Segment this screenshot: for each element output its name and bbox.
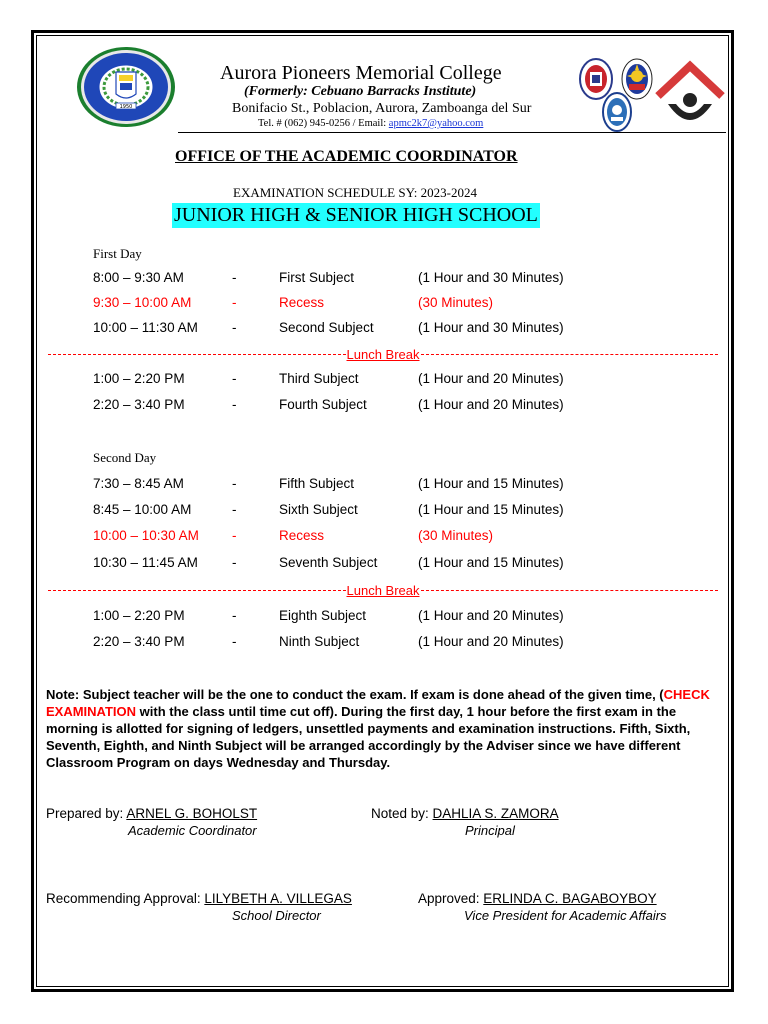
day1-row-1 xyxy=(0,270,768,288)
row-time: 9:30 – 10:00 AM xyxy=(93,295,192,310)
row-dash: - xyxy=(232,320,237,335)
note-part2: with the class until time cut off). During the first day, 1 hour before the first exam in the morning is allotted for signing of ledgers, unsettled payments and examination instructions. Fifth, Sixth, Seventh, Eighth, and Ninth Subject will be arranged accordingly by the Adviser since we have different Classroom Program on days Wednesday and Thursday. xyxy=(46,704,691,770)
row-time: 7:30 – 8:45 AM xyxy=(93,476,184,491)
row-subject: Fifth Subject xyxy=(279,476,355,491)
recommending-title: School Director xyxy=(232,908,321,923)
day1-row-2-recess xyxy=(0,295,768,313)
lunch-break-label: Lunch Break xyxy=(346,582,420,598)
row-dash: - xyxy=(232,608,237,623)
day2-row-4 xyxy=(0,555,768,573)
day1-label: First Day xyxy=(93,246,142,261)
day2-row-6 xyxy=(0,634,768,652)
note-part1: Note: Subject teacher will be the one to conduct the exam. If exam is done ahead of the given time, ( xyxy=(46,687,664,702)
prepared-by xyxy=(46,806,257,821)
seal-year: 1950 xyxy=(119,104,133,110)
day2-row-2 xyxy=(0,502,768,520)
prepared-label: Prepared by: xyxy=(46,806,127,821)
noted-title: Principal xyxy=(465,823,515,838)
row-time: 8:00 – 9:30 AM xyxy=(93,270,184,285)
row-time: 2:20 – 3:40 PM xyxy=(93,634,185,649)
prepared-title: Academic Coordinator xyxy=(128,823,257,838)
row-subject: Third Subject xyxy=(279,371,359,386)
day2-row-1 xyxy=(0,476,768,494)
recommending-name: LILYBETH A. VILLEGAS xyxy=(204,891,352,906)
college-name: Aurora Pioneers Memorial College xyxy=(220,62,502,84)
noted-label: Noted by: xyxy=(371,806,433,821)
day1-row-3 xyxy=(0,320,768,338)
exam-schedule-title: EXAMINATION SCHEDULE SY: 2023-2024 xyxy=(233,185,477,200)
college-seal-logo xyxy=(76,46,176,128)
row-duration: (30 Minutes) xyxy=(418,528,494,543)
row-time: 10:00 – 10:30 AM xyxy=(93,528,199,543)
row-subject: Recess xyxy=(279,528,325,543)
lunch-break-divider-day1 xyxy=(48,347,718,361)
note-highlight: CHECK EXAMINATION xyxy=(46,687,710,719)
row-dash: - xyxy=(232,295,237,310)
header-divider xyxy=(178,132,726,133)
row-duration: (1 Hour and 20 Minutes) xyxy=(418,634,564,649)
day2-row-3-recess xyxy=(0,528,768,546)
contact-line xyxy=(258,118,483,129)
row-duration: (30 Minutes) xyxy=(418,295,494,310)
exam-note xyxy=(46,686,722,771)
noted-by xyxy=(371,806,559,821)
school-level-title: JUNIOR HIGH & SENIOR HIGH SCHOOL xyxy=(174,204,538,226)
row-subject: Eighth Subject xyxy=(279,608,367,623)
row-dash: - xyxy=(232,555,237,570)
day2-row-5 xyxy=(0,608,768,626)
office-title: OFFICE OF THE ACADEMIC COORDINATOR xyxy=(175,148,518,165)
lunch-break-label: Lunch Break xyxy=(346,346,420,362)
row-dash: - xyxy=(232,634,237,649)
row-subject: Ninth Subject xyxy=(279,634,360,649)
row-subject: Recess xyxy=(279,295,325,310)
approved-label: Approved: xyxy=(418,891,484,906)
row-subject: First Subject xyxy=(279,270,355,285)
recommending-approval xyxy=(46,891,352,906)
row-dash: - xyxy=(232,270,237,285)
lunch-break-divider-day2 xyxy=(48,583,718,597)
approved-by xyxy=(418,891,657,906)
day1-row-4 xyxy=(0,371,768,389)
row-time: 1:00 – 2:20 PM xyxy=(93,371,185,386)
row-duration: (1 Hour and 15 Minutes) xyxy=(418,476,564,491)
row-subject: Sixth Subject xyxy=(279,502,358,517)
noted-name: DAHLIA S. ZAMORA xyxy=(432,806,559,821)
recommending-label: Recommending Approval: xyxy=(46,891,205,906)
row-subject: Fourth Subject xyxy=(279,397,367,412)
day1-row-5 xyxy=(0,397,768,415)
row-time: 8:45 – 10:00 AM xyxy=(93,502,192,517)
former-name: (Formerly: Cebuano Barracks Institute) xyxy=(244,84,477,99)
prepared-name: ARNEL G. BOHOLST xyxy=(126,806,258,821)
row-subject: Second Subject xyxy=(279,320,374,335)
approved-name: ERLINDA C. BAGABOYBOY xyxy=(483,891,657,906)
row-duration: (1 Hour and 20 Minutes) xyxy=(418,371,564,386)
college-address: Bonifacio St., Poblacion, Aurora, Zamboanga del Sur xyxy=(232,101,532,116)
tesda-seal-icon xyxy=(602,92,632,132)
row-time: 10:30 – 11:45 AM xyxy=(93,555,198,570)
row-duration: (1 Hour and 15 Minutes) xyxy=(418,555,564,570)
approved-title: Vice President for Academic Affairs xyxy=(464,908,667,923)
row-subject: Seventh Subject xyxy=(279,555,378,570)
row-duration: (1 Hour and 30 Minutes) xyxy=(418,320,564,335)
row-dash: - xyxy=(232,476,237,491)
row-duration: (1 Hour and 20 Minutes) xyxy=(418,608,564,623)
email-link[interactable]: apmc2k7@yahoo.com xyxy=(388,118,484,129)
house-person-logo-icon xyxy=(654,60,726,132)
row-duration: (1 Hour and 20 Minutes) xyxy=(418,397,564,412)
row-duration: (1 Hour and 15 Minutes) xyxy=(418,502,564,517)
row-dash: - xyxy=(232,371,237,386)
row-time: 10:00 – 11:30 AM xyxy=(93,320,198,335)
row-duration: (1 Hour and 30 Minutes) xyxy=(418,270,564,285)
day2-label: Second Day xyxy=(93,450,157,465)
row-dash: - xyxy=(232,528,237,543)
row-time: 2:20 – 3:40 PM xyxy=(93,397,185,412)
row-dash: - xyxy=(232,502,237,517)
contact-prefix: Tel. # (062) 945-0256 / Email: xyxy=(258,118,389,129)
row-dash: - xyxy=(232,397,237,412)
row-time: 1:00 – 2:20 PM xyxy=(93,608,185,623)
